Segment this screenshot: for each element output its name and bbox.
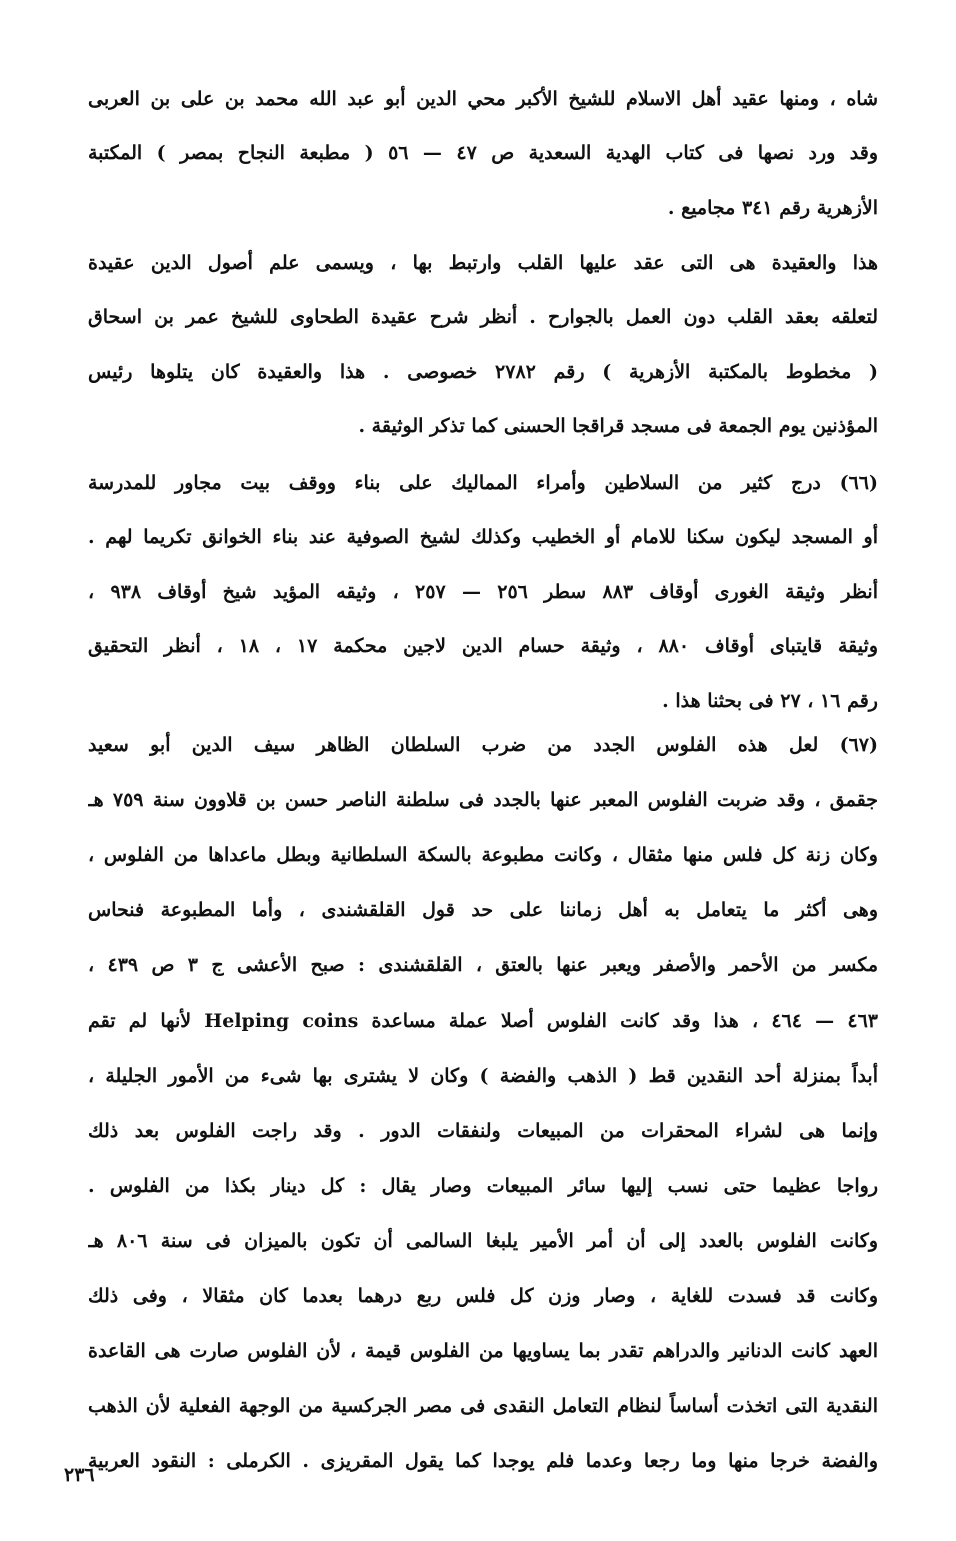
text-line: أبداً بمنزلة أحد النقدين قط ( الذهب والفضة ) وكان لا يشترى بها شىء من الأمور الجليلة ، <box>88 1064 878 1087</box>
paragraph-1 <box>88 72 878 236</box>
text-line: وهى أكثر ما يتعامل به أهل زماننا على حد قول القلقشندى ، وأما المطبوعة فنحاس <box>88 899 878 922</box>
text-line: وإنما هى لشراء المحقرات من المبيعات ولنفقات الدور . وقد راجت الفلوس بعد ذلك <box>88 1119 878 1142</box>
text-line: هذا والعقيدة هى التى عقد عليها القلب وارتبط بها ، ويسمى علم أصول الدين عقيدة <box>88 251 878 274</box>
footnote-67 <box>88 718 878 1489</box>
text-line: شاه ، ومنها عقيد أهل الاسلام للشيخ الأكبر محي الدين أبو عبد الله محمد بن على بن العربى <box>88 87 878 110</box>
text-line: (٦٧) لعل هذه الفلوس الجدد من ضرب السلطان الظاهر سيف الدين أبو سعيد <box>88 734 878 757</box>
text-line: والفضة خرجا منها وما رجعا وعدما فلم يوجدا كما يقول المقريزى . الكرملى : النقود العربية <box>88 1450 878 1473</box>
text-line: ( مخطوط بالمكتبة الأزهرية ) رقم ٢٧٨٢ خصوصى . هذا والعقيدة كان يتلوها رئيس <box>88 360 878 383</box>
text-line: وثيقة قايتباى أوقاف ٨٨٠ ، وثيقة حسام الدين لاجين محكمة ١٧ ، ١٨ ، أنظر التحقيق <box>88 635 878 658</box>
text-line: رواجا عظيما حتى نسب إليها سائر المبيعات وصار يقال : كل دينار بكذا من الفلوس . <box>88 1174 878 1197</box>
text-line: وكانت قد فسدت للغاية ، وصار وزن كل فلس ربع درهما بعدما كان مثقالا ، وفى ذلك <box>88 1284 878 1307</box>
text-line: (٦٦) درج كثير من السلاطين وأمراء المماليك على بناء ووقف بيت مجاور للمدرسة <box>88 471 878 494</box>
text-line: لتعلقه بعقد القلب دون العمل بالجوارح . أنظر شرح عقيدة الطحاوى للشيخ عمر بن اسحاق <box>88 306 878 329</box>
text-line: رقم ١٦ ، ٢٧ فى بحثنا هذا . <box>662 689 878 712</box>
text-line: جقمق ، وقد ضربت الفلوس المعبر عنها بالجدد فى سلطنة الناصر حسن بن قلاوون سنة ٧٥٩ هـ <box>88 789 878 812</box>
text-line: أنظر وثيقة الغورى أوقاف ٨٨٣ سطر ٢٥٦ — ٢٥٧ ، وثيقه المؤيد شيخ أوقاف ٩٣٨ ، <box>88 580 878 603</box>
page-number: ٢٣٦ <box>64 1464 95 1486</box>
text-line: الأزهرية رقم ٣٤١ مجاميع . <box>667 196 878 219</box>
text-line: النقدية التى اتخذت أساساً لنظام التعامل النقدى فى مصر الجركسية من الوجهة الفعلية لأن الذهب <box>88 1395 878 1418</box>
footnote-66 <box>88 456 878 729</box>
text-line: العهد كانت الدنانير والدراهم تقدر بما يساويها من الفلوس قيمة ، لأن الفلوس صارت هى القاعدة <box>88 1340 878 1363</box>
text-line: وكانت الفلوس بالعدد إلى أن أمر الأمير يلبغا السالمى أن تكون بالميزان فى سنة ٨٠٦ هـ <box>88 1229 878 1252</box>
text-line: وقد ورد نصها فى كتاب الهدية السعدية ص ٤٧ — ٥٦ ( مطبعة النجاح بمصر ) المكتبة <box>88 142 878 165</box>
text-line: ٤٦٣ — ٤٦٤ ، هذا وقد كانت الفلوس أصلا عملة مساعدة Helping coins لأنها لم تقم <box>88 1009 878 1032</box>
paragraph-2 <box>88 236 878 454</box>
text-line: وكان زنة كل فلس منها مثقال ، وكانت مطبوعة بالسكة السلطانية وبطل ماعداها من الفلوس ، <box>88 844 878 867</box>
text-line: المؤذنين يوم الجمعة فى مسجد قراقجا الحسنى كما تذكر الوثيقة . <box>358 415 878 438</box>
text-line: أو المسجد ليكون سكنا للامام أو الخطيب وكذلك لشيخ الصوفية عند بناء الخوانق تكريما لهم . <box>88 526 878 549</box>
text-line: مكسر من الأحمر والأصفر ويعبر عنها بالعتق ، القلقشندى : صبح الأعشى ج ٣ ص ٤٣٩ ، <box>88 954 878 977</box>
